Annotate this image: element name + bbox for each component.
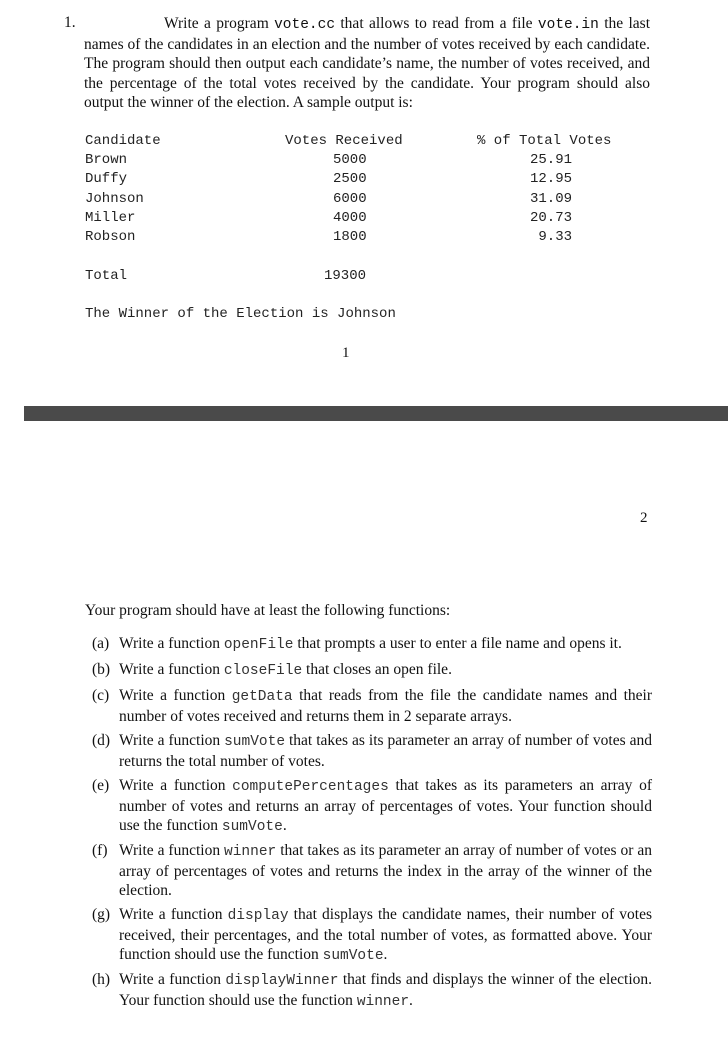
intro-text-2: that allows to read from a file (335, 15, 538, 32)
intro-code-program: vote.cc (274, 17, 336, 33)
task-label: (d) (92, 732, 111, 749)
task-code: winner (224, 844, 277, 860)
row-percent: 12.95 (529, 171, 572, 187)
task-code: displayWinner (225, 973, 339, 989)
task-text: Write a function (119, 971, 226, 988)
task-item-f (92, 841, 652, 903)
task-item-c (92, 686, 652, 728)
task-item-e (92, 776, 652, 838)
task-code: openFile (223, 637, 294, 653)
task-text: Write a function (119, 732, 225, 749)
row-votes: 1800 (333, 229, 367, 245)
task-item-a (92, 634, 652, 655)
row-name: Brown (85, 152, 128, 168)
task-text: Write a function (119, 906, 228, 923)
task-text: that displays the candidate names, their number of votes received, their percentages, and the total number of votes, as formatted above. Your function should use the function (119, 906, 652, 964)
problem-number: 1. (64, 14, 76, 31)
task-text: that reads from the file the candidate names and their number of votes received and returns them in 2 separate arrays. (119, 687, 652, 726)
task-body (119, 841, 652, 903)
task-body (119, 970, 652, 1012)
task-text: Write a function (119, 777, 233, 794)
task-body (119, 634, 652, 655)
task-label: (f) (92, 842, 108, 859)
task-code: sumVote (322, 948, 384, 965)
task-text: . (409, 992, 413, 1010)
task-code: computePercentages (232, 779, 389, 795)
task-label: (e) (92, 777, 110, 794)
task-body (119, 731, 652, 773)
task-code: sumVote (224, 734, 286, 750)
row-votes: 6000 (333, 191, 367, 207)
row-percent: 20.73 (529, 210, 572, 226)
functions-intro: Your program should have at least the following functions: (85, 602, 451, 619)
page-divider (24, 406, 728, 421)
task-body (119, 686, 652, 728)
task-item-g (92, 905, 652, 967)
header-candidate: Candidate (85, 133, 161, 149)
task-item-h (92, 970, 652, 1012)
row-votes: 4000 (333, 210, 367, 226)
intro-text-1: Write a program (164, 15, 275, 32)
task-text: Write a function (119, 842, 225, 859)
task-text: Write a function (119, 635, 224, 652)
task-label: (g) (92, 906, 111, 923)
task-text: . (383, 946, 388, 964)
task-label: (c) (92, 687, 110, 704)
task-text: that takes as its parameter an array of number of votes or an array of percentages of votes and returns the index in the array of the winner of the election. (119, 842, 652, 900)
task-code: display (227, 908, 289, 924)
task-item-b (92, 660, 652, 681)
task-label: (b) (92, 661, 111, 678)
row-percent: 25.91 (529, 152, 572, 168)
header-percent: % of Total Votes (477, 133, 612, 149)
total-label: Total (85, 268, 128, 284)
task-text: Write a function (119, 661, 224, 678)
task-code: getData (231, 689, 293, 705)
task-text: that takes as its parameters an array of number of votes and returns an array of percentages of votes. Your function should use the function (119, 777, 652, 835)
task-text: that takes as its parameter an array of number of votes and returns the total number of votes. (119, 732, 652, 771)
row-percent: 31.09 (529, 191, 572, 207)
task-text: . (282, 817, 287, 835)
task-label: (h) (92, 971, 111, 988)
task-text: that prompts a user to enter a file name and opens it. (293, 635, 622, 652)
intro-code-file: vote.in (537, 17, 599, 33)
row-name: Johnson (85, 191, 144, 207)
task-code: winner (356, 994, 410, 1011)
task-item-d (92, 731, 652, 773)
task-code: closeFile (223, 663, 303, 679)
task-body (119, 660, 652, 681)
page-number: 1 (342, 345, 350, 361)
row-name: Duffy (85, 171, 128, 187)
intro-text-3: the last names of the candidates in an election and the number of votes received by each candidate. The program should then output each candidate’s name, the number of votes received, and the percentage of the total votes received by the candidate. Your program should also output the winner of the election. A sample output is: (84, 15, 650, 111)
task-body (119, 905, 652, 967)
task-text: that closes an open file. (302, 661, 452, 678)
task-body (119, 776, 652, 838)
task-code: sumVote (221, 819, 283, 836)
row-name: Miller (85, 210, 136, 226)
total-value: 19300 (324, 268, 367, 284)
row-votes: 2500 (333, 171, 367, 187)
page-number: 2 (640, 510, 648, 526)
row-name: Robson (85, 229, 136, 245)
winner-line: The Winner of the Election is Johnson (85, 306, 396, 322)
row-votes: 5000 (333, 152, 367, 168)
task-text: that finds and displays the winner of the election. Your function should use the function (119, 971, 653, 1010)
row-percent: 9.33 (538, 229, 572, 245)
header-votes: Votes Received (285, 133, 403, 149)
task-label: (a) (92, 635, 110, 652)
problem-intro (84, 14, 650, 112)
task-text: Write a function (119, 687, 232, 704)
